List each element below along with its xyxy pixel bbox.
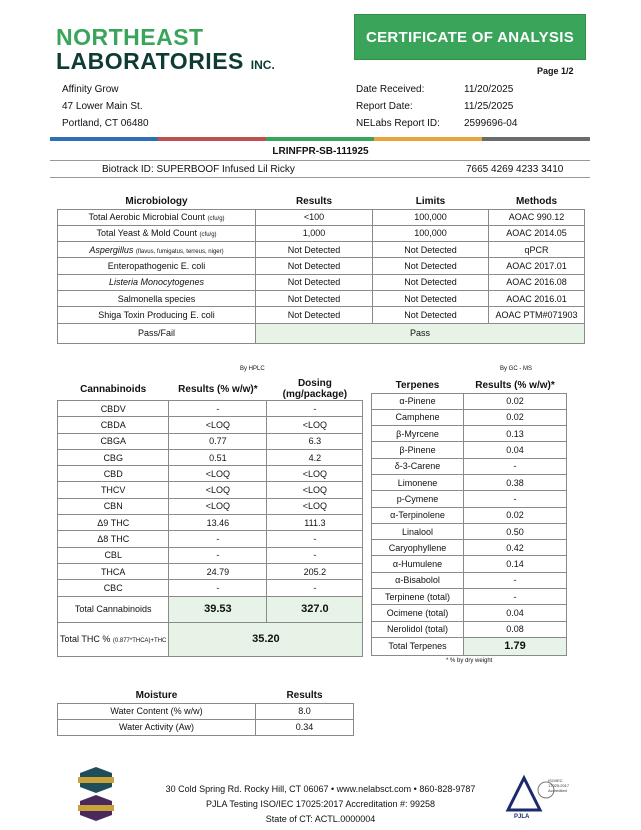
cann-name: CBDV [58,401,169,417]
micro-result: 1,000 [256,225,373,241]
cann-dose: <LOQ [267,498,363,514]
total-terpenes-label: Total Terpenes [372,637,464,655]
micro-method: AOAC 2016.01 [489,290,585,306]
table-row [58,515,363,531]
table-row [58,242,585,258]
micro-name: Salmonella species [58,290,256,306]
terp-name: β-Myrcene [372,426,464,442]
microbiology-header: Microbiology [125,195,188,207]
micro-method: qPCR [489,242,585,258]
cann-dose: - [267,401,363,417]
cann-result: <LOQ [169,482,267,498]
date-received-label: Date Received: [356,84,425,95]
cann-result: - [169,401,267,417]
footer-address: 30 Cold Spring Rd. Rocky Hill, CT 06067 • www.nelabsct.com • 860-828-9787 [165,784,476,794]
moisture-result: 0.34 [256,719,354,735]
cann-result: - [169,580,267,596]
cann-name: THCV [58,482,169,498]
terp-result: 0.04 [464,442,567,458]
micro-limit: Not Detected [373,258,489,274]
table-row [58,719,354,735]
terp-name: Ocimene (total) [372,605,464,621]
passfail-label: Pass/Fail [58,323,256,343]
terp-result: 0.04 [464,605,567,621]
table-row [372,572,567,588]
cann-dose: 6.3 [267,433,363,449]
table-row [58,563,363,579]
biotrack-id: Biotrack ID: SUPERBOOF Infused Lil Ricky [102,164,295,175]
cann-dose: - [267,547,363,563]
table-row [372,556,567,572]
color-bar-red [158,137,266,141]
terp-result: 0.02 [464,393,567,409]
total-thc-formula: (0.877*THCA)+THC [112,638,167,645]
micro-name: Enteropathogenic E. coli [58,258,256,274]
logo-inc: INC. [250,58,275,72]
cannabinoids-header: Cannabinoids [80,383,147,395]
table-row [58,225,585,241]
terpenes-header: Terpenes [395,379,440,391]
cann-dose: 111.3 [267,515,363,531]
dry-weight-note: * % by dry weight [446,658,493,664]
footer-accreditation: PJLA Testing ISO/IEC 17025:2017 Accreditation #: 99258 [206,799,435,809]
terp-name: p-Cymene [372,491,464,507]
micro-result: Not Detected [256,307,373,323]
color-bar-green [266,137,374,141]
cann-results-header: Results (% w/w)* [178,383,258,395]
color-bar-gray [482,137,590,141]
table-row [372,458,567,474]
company-logo [56,26,316,74]
client-city: Portland, CT 06480 [62,118,149,129]
total-cannabinoids-dose: 327.0 [267,596,363,622]
total-thc-row [58,622,363,656]
cann-name: Δ8 THC [58,531,169,547]
micro-name: Aspergillus [89,244,134,255]
table-row [58,498,363,514]
table-row [58,209,585,225]
table-row [372,605,567,621]
table-row [58,449,363,465]
date-received: 11/20/2025 [464,84,514,95]
micro-method: AOAC 2014.05 [489,225,585,241]
table-row [58,466,363,482]
terp-name: Terpinene (total) [372,589,464,605]
micro-name: Shiga Toxin Producing E. coli [58,307,256,323]
pjla-text: PJLA [514,814,530,820]
cann-name: CBG [58,449,169,465]
cann-name: THCA [58,563,169,579]
terp-result: 0.13 [464,426,567,442]
terp-result: 0.38 [464,474,567,490]
client-name: Affinity Grow [62,84,119,95]
terp-name: β-Pinene [372,442,464,458]
cann-name: CBL [58,547,169,563]
pjla-accredited: Accredited [548,788,567,793]
report-date: 11/25/2025 [464,101,514,112]
micro-method: AOAC 2017.01 [489,258,585,274]
cann-dose: <LOQ [267,466,363,482]
pjla-iso: ISO/IEC 17025:2017 [548,778,570,788]
micro-limit: Not Detected [373,290,489,306]
results-header: Results [295,195,333,207]
cann-result: <LOQ [169,466,267,482]
table-row [58,703,354,719]
terp-name: α-Humulene [372,556,464,572]
coa-banner: CERTIFICATE OF ANALYSIS [354,14,586,60]
table-row [372,474,567,490]
terp-name: α-Bisabolol [372,572,464,588]
micro-name: Total Aerobic Microbial Count [88,212,206,223]
cann-name: Δ9 THC [58,515,169,531]
table-row [58,401,363,417]
total-thc-value: 35.20 [169,622,363,656]
terp-name: α-Terpinolene [372,507,464,523]
passfail-row [58,323,585,343]
page-number: Page 1/2 [537,66,574,76]
client-address [62,81,149,132]
micro-unit: (cfu/g) [207,216,225,223]
total-cannabinoids-label: Total Cannabinoids [58,596,169,622]
cann-result: 24.79 [169,563,267,579]
total-cannabinoids-row [58,596,363,622]
table-row [58,290,585,306]
total-terpenes-value: 1.79 [464,637,567,655]
report-id-label: NELabs Report ID: [356,118,440,129]
micro-unit: (cfu/g) [199,232,217,239]
gcms-label: By GC - MS [500,366,533,372]
micro-method: AOAC PTM#071903 [489,307,585,323]
terp-result: - [464,458,567,474]
cann-name: CBDA [58,417,169,433]
divider [50,160,590,161]
table-row [372,393,567,409]
passfail-value: Pass [256,323,585,343]
biotrack-number: 7665 4269 4233 3410 [466,164,564,175]
micro-result: Not Detected [256,274,373,290]
sample-id: LRINFPR-SB-111925 [272,146,369,157]
limits-header: Limits [415,195,446,207]
color-bar-orange [374,137,482,141]
micro-limit: Not Detected [373,307,489,323]
cann-result: <LOQ [169,417,267,433]
moisture-result: 8.0 [256,703,354,719]
moisture-name: Water Activity (Aw) [58,719,256,735]
cannabinoids-table [57,378,363,657]
microbiology-table [57,194,585,344]
table-row [372,442,567,458]
micro-unit: (flavus, fumigatus, terreus, niger) [135,248,224,255]
report-id: 2599696-04 [464,118,518,129]
client-street: 47 Lower Main St. [62,101,143,112]
table-row [58,433,363,449]
terp-result: 0.02 [464,409,567,425]
cann-dose: - [267,531,363,547]
cann-name: CBGA [58,433,169,449]
moisture-results-header: Results [286,689,323,701]
terp-name: Limonene [372,474,464,490]
terp-result: 0.42 [464,540,567,556]
table-row [372,523,567,539]
micro-limit: 100,000 [373,225,489,241]
table-row [58,274,585,290]
cann-dose: - [267,580,363,596]
terp-name: Camphene [372,409,464,425]
terpenes-table [371,378,567,656]
cann-name: CBD [58,466,169,482]
moisture-table [57,688,354,736]
cann-result: 13.46 [169,515,267,531]
table-row [58,547,363,563]
logo-line1: NORTHEAST [56,24,204,50]
cann-dose: 205.2 [267,563,363,579]
report-date-label: Report Date: [356,101,413,112]
total-cannabinoids-result: 39.53 [169,596,267,622]
micro-name: Total Yeast & Mold Count [96,228,198,239]
terp-name: Caryophyllene [372,540,464,556]
cann-result: - [169,531,267,547]
micro-name: Listeria Monocytogenes [58,274,256,290]
micro-limit: 100,000 [373,209,489,225]
terp-result: 0.02 [464,507,567,523]
table-row [58,531,363,547]
table-row [372,589,567,605]
cann-result: 0.77 [169,433,267,449]
table-row [372,507,567,523]
table-row [372,621,567,637]
hplc-label: By HPLC [240,366,265,372]
terp-name: α-Pinene [372,393,464,409]
micro-result: Not Detected [256,258,373,274]
terp-results-header: Results (% w/w)* [475,379,555,391]
terp-result: 0.08 [464,621,567,637]
terp-name: Nerolidol (total) [372,621,464,637]
micro-method: AOAC 990.12 [489,209,585,225]
terp-result: - [464,491,567,507]
terp-result: - [464,572,567,588]
moisture-name: Water Content (% w/w) [58,703,256,719]
color-bar-blue [50,137,158,141]
cann-result: - [169,547,267,563]
terp-result: 0.14 [464,556,567,572]
micro-limit: Not Detected [373,242,489,258]
dosing-header: Dosing (mg/package) [282,378,348,400]
cann-name: CBN [58,498,169,514]
table-row [58,482,363,498]
table-row [372,409,567,425]
total-thc-label: Total THC % [60,634,111,645]
table-row [58,258,585,274]
moisture-header: Moisture [135,689,178,701]
footer-state: State of CT: ACTL.0000004 [265,814,376,824]
cann-result: 0.51 [169,449,267,465]
methods-header: Methods [515,195,558,207]
terp-name: δ-3-Carene [372,458,464,474]
micro-result: Not Detected [256,242,373,258]
cann-dose: <LOQ [267,417,363,433]
cann-name: CBC [58,580,169,596]
cann-dose: <LOQ [267,482,363,498]
table-row [58,307,585,323]
pjla-logo-icon [504,772,584,824]
table-row [58,417,363,433]
cann-dose: 4.2 [267,449,363,465]
total-terpenes-row [372,637,567,655]
cann-result: <LOQ [169,498,267,514]
micro-result: Not Detected [256,290,373,306]
table-row [372,491,567,507]
terp-name: Linalool [372,523,464,539]
table-row [372,426,567,442]
table-row [58,580,363,596]
terp-result: - [464,589,567,605]
table-row [372,540,567,556]
logo-line2: LABORATORIES [56,48,244,74]
micro-method: AOAC 2016.08 [489,274,585,290]
divider [50,177,590,178]
terp-result: 0.50 [464,523,567,539]
micro-limit: Not Detected [373,274,489,290]
report-info [356,81,517,132]
micro-result: <100 [256,209,373,225]
color-bar [50,137,590,141]
